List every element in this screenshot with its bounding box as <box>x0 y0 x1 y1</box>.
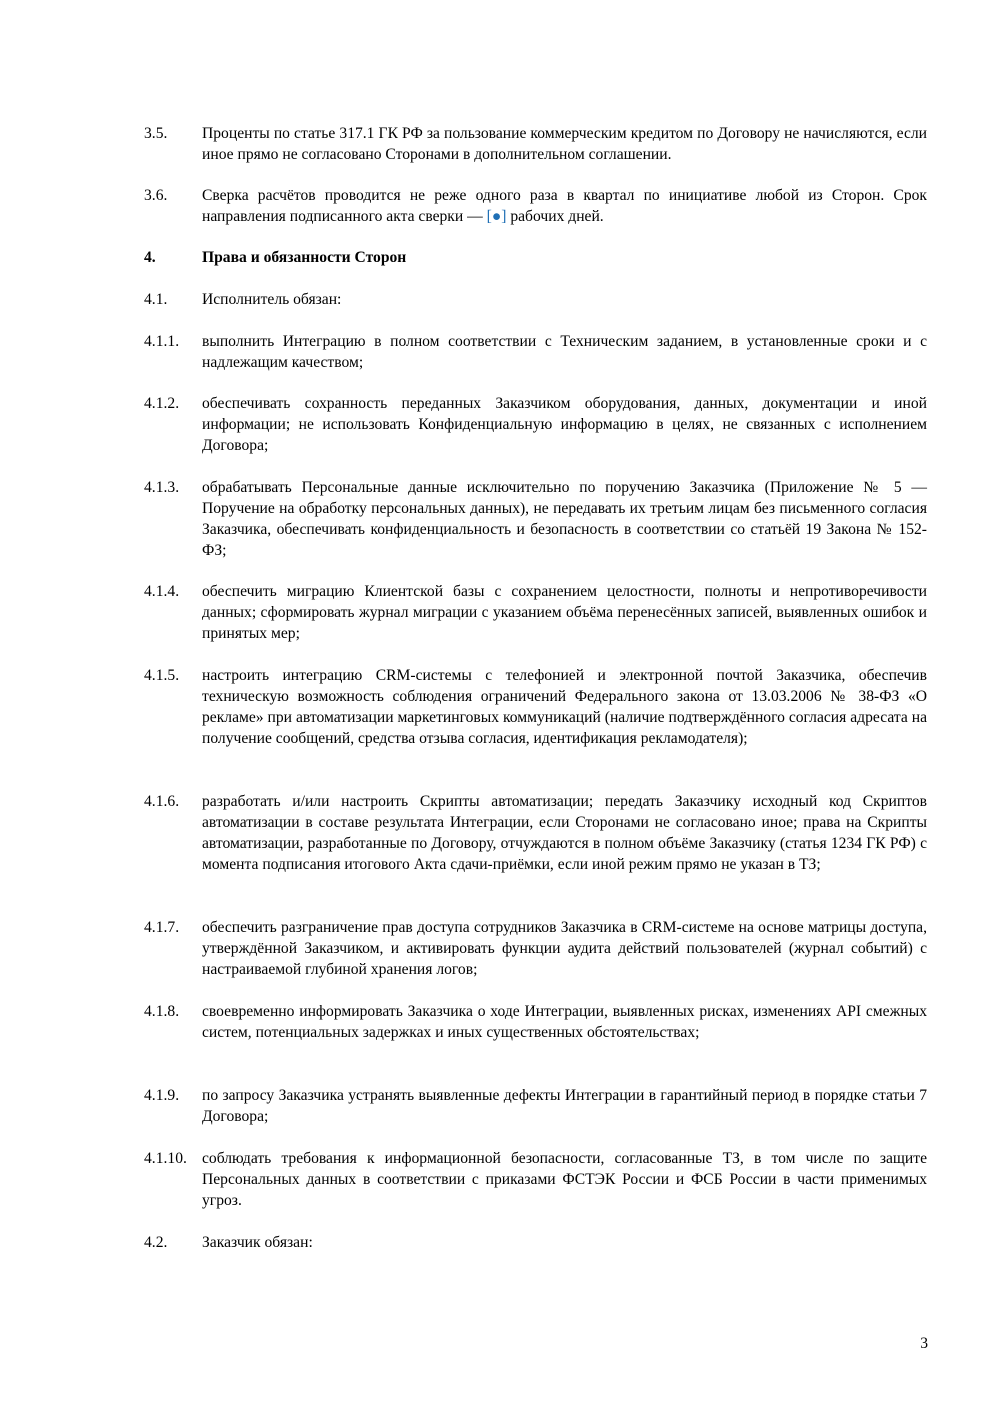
section-title: Права и обязанности Сторон <box>202 249 407 266</box>
clause-number: 3.5. <box>144 125 168 142</box>
clause-text: обеспечить разграничение прав доступа сотрудников Заказчика в CRM-системе на основе матрицы доступа, утверждённой Заказчиком, и активировать функции аудита действий пользователей (журнал событий) с настраиваемой глубиной хранения логов; <box>202 919 927 978</box>
clause-number: 4.1.8. <box>144 1003 180 1020</box>
clause-number: 3.6. <box>144 187 168 204</box>
clause-text: обеспечить миграцию Клиентской базы с сохранением целостности, полноты и непротиворечивости данных; сформировать журнал миграции с указанием объёма перенесённых записей, выявленных ошибок и принятых мер; <box>202 583 927 642</box>
clause-text: разработать и/или настроить Скрипты автоматизации; передать Заказчику исходный код Скриптов автоматизации в составе результата Интеграции, если Сторонами не согласовано иное; права на Скрипты автоматизации, разработанные по Договору, отчуждаются в полном объёме Заказчику (статья 1234 ГК РФ) с момента подписания итогового Акта сдачи-приёмки, если иной режим прямо не указан в ТЗ; <box>202 793 927 873</box>
clause-text: Проценты по статье 317.1 ГК РФ за пользование коммерческим кредитом по Договору не начисляются, если иное прямо не согласовано Сторонами в дополнительном соглашении. <box>202 125 927 163</box>
clause-text: настроить интеграцию CRM-системы с телефонией и электронной почтой Заказчика, обеспечив техническую возможность соблюдения ограничений Федерального закона от 13.03.2006 № 38-ФЗ «О рекламе» при автоматизации маркетинговых коммуникаций (наличие подтверждённого согласия адресата на получение сообщений, средства отзыва согласия, идентификация рекламодателя); <box>202 667 927 747</box>
clause-4-1-5 <box>144 665 927 749</box>
clause-number: 4.1.9. <box>144 1087 180 1104</box>
clause-text: Заказчик обязан: <box>202 1234 313 1251</box>
clause-number: 4.1.2. <box>144 395 180 412</box>
clause-number: 4.1.1. <box>144 333 180 350</box>
clause-number: 4.1.3. <box>144 479 180 496</box>
placeholder-marker: [●] <box>486 208 507 225</box>
clause-text <box>202 185 927 227</box>
clause-text: соблюдать требования к информационной безопасности, согласованные ТЗ, в том числе по защите Персональных данных в соответствии с приказами ФСТЭК России и ФСБ России в части применимых угроз. <box>202 1150 927 1209</box>
clause-4-1-1 <box>144 331 927 373</box>
clause-number: 4.1.10. <box>144 1150 187 1167</box>
clause-4-1-10 <box>144 1148 927 1211</box>
clause-4-1-2 <box>144 393 927 456</box>
clause-4-1-6 <box>144 791 927 875</box>
page-number: 3 <box>920 1335 928 1352</box>
clause-number: 4.1.6. <box>144 793 180 810</box>
clause-4-1 <box>144 289 927 310</box>
clause-3-6 <box>144 185 927 227</box>
clause-number: 4.1.5. <box>144 667 180 684</box>
section-heading-4 <box>144 247 927 268</box>
clause-text: обрабатывать Персональные данные исключительно по поручению Заказчика (Приложение № 5 — Поручение на обработку персональных данных), не передавать их третьим лицам без письменного согласия Заказчика, обеспечивать конфиденциальность и безопасность в соответствии со статьёй 19 Закона № 152-ФЗ; <box>202 479 927 559</box>
clause-4-1-4 <box>144 581 927 644</box>
clause-text: обеспечивать сохранность переданных Заказчиком оборудования, данных, документации и иной информации; не использовать Конфиденциальную информацию в целях, не связанных с исполнением Договора; <box>202 395 927 454</box>
clause-number: 4.1.7. <box>144 919 180 936</box>
clause-number: 4.2. <box>144 1234 168 1251</box>
clause-text-part: рабочих дней. <box>506 208 604 225</box>
clause-text: Исполнитель обязан: <box>202 291 342 308</box>
clause-4-1-7 <box>144 917 927 980</box>
clause-4-2 <box>144 1232 927 1253</box>
clause-4-1-8 <box>144 1001 927 1043</box>
clause-4-1-3 <box>144 477 927 561</box>
clause-4-1-9 <box>144 1085 927 1127</box>
clause-3-5 <box>144 123 927 165</box>
clause-text-part: Сверка расчётов проводится не реже одного раза в квартал по инициативе любой из Сторон. Срок направления подписанного акта сверки — <box>202 187 927 225</box>
clause-text: своевременно информировать Заказчика о ходе Интеграции, выявленных рисках, изменениях API смежных систем, потенциальных задержках и иных существенных обстоятельствах; <box>202 1003 927 1041</box>
section-number: 4. <box>144 249 156 266</box>
clause-number: 4.1. <box>144 291 168 308</box>
clause-text: выполнить Интеграцию в полном соответствии с Техническим заданием, в установленные сроки и с надлежащим качеством; <box>202 333 927 371</box>
clause-text: по запросу Заказчика устранять выявленные дефекты Интеграции в гарантийный период в порядке статьи 7 Договора; <box>202 1087 927 1125</box>
clause-number: 4.1.4. <box>144 583 180 600</box>
